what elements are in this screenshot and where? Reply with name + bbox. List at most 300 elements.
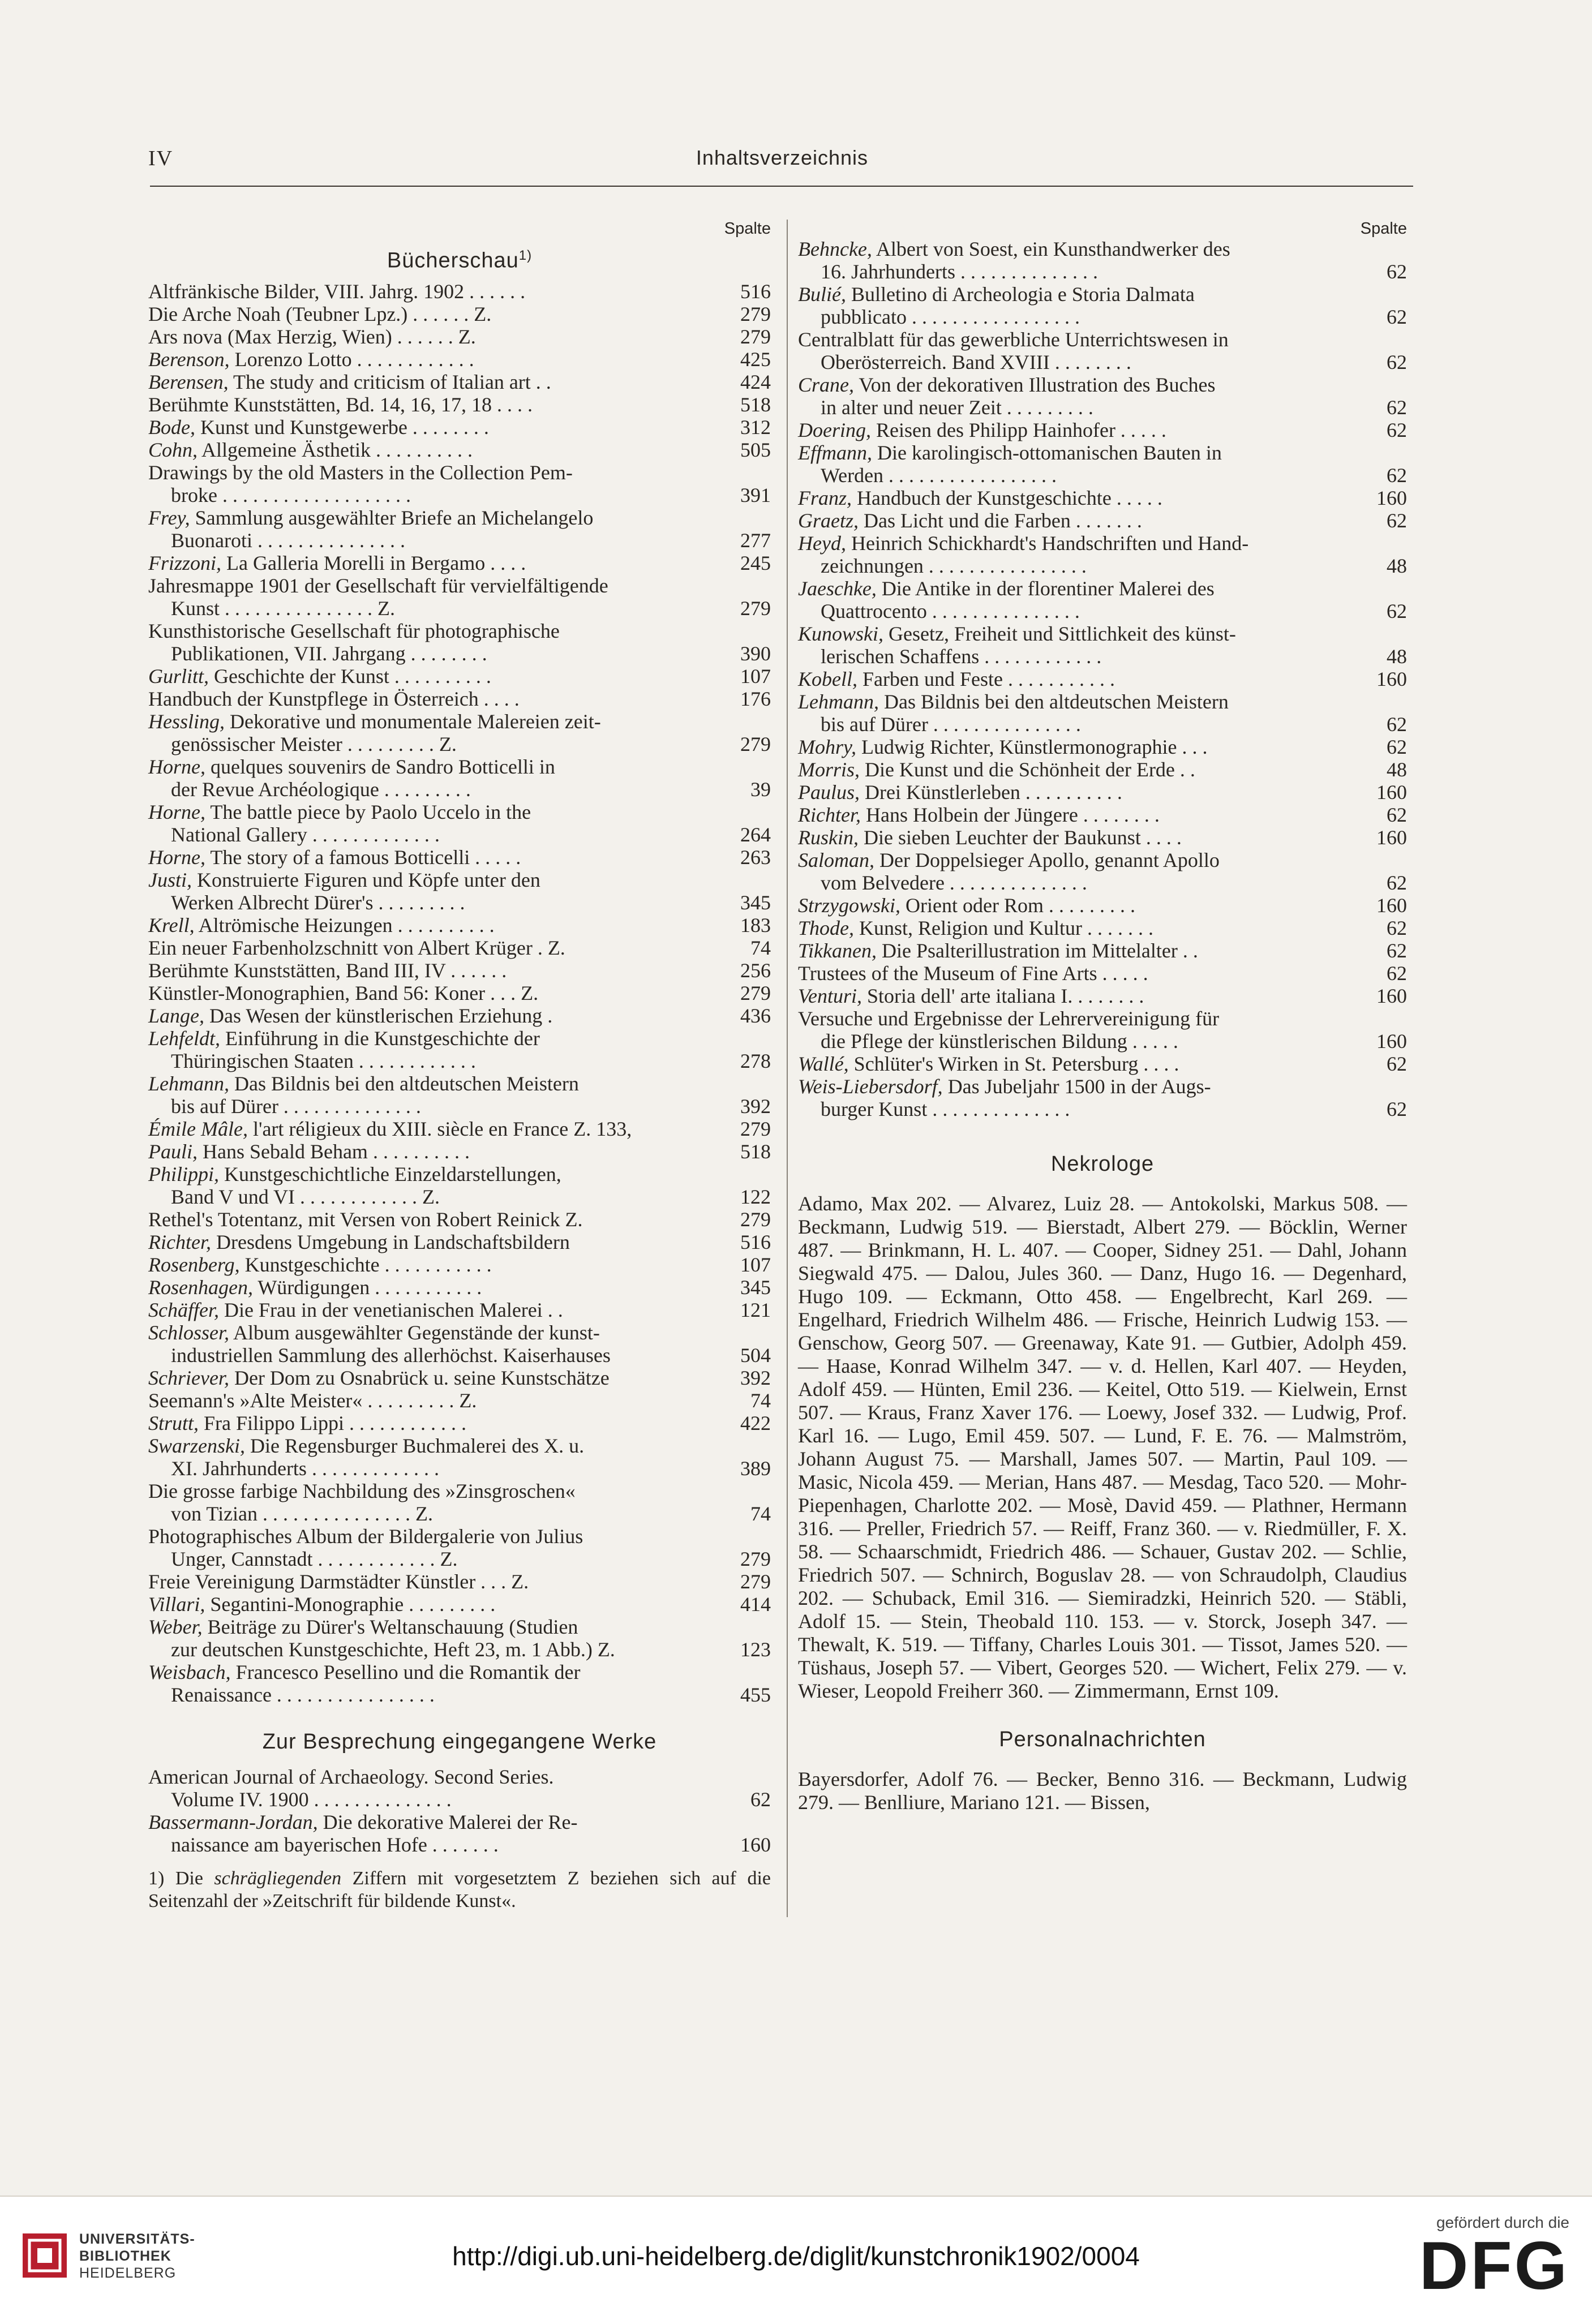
entry-line: Altfränkische Bilder, VIII. Jahrg. 1902 . . . . . . xyxy=(148,280,526,303)
entry-line: Das Wesen der künstlerischen Erziehung . xyxy=(204,1004,553,1027)
entry-column-number: 279 xyxy=(740,1117,771,1140)
entry-column-number: 183 xyxy=(740,913,771,937)
toc-entry xyxy=(148,937,771,959)
toc-entry xyxy=(148,1208,771,1231)
entry-line: Hans Holbein der Jüngere . . . . . . . . xyxy=(860,804,1160,826)
entry-line: Seemann's »Alte Meister« . . . . . . . . . Z. xyxy=(148,1389,477,1412)
entry-author: Graetz, xyxy=(798,509,859,532)
header-rule xyxy=(150,186,1413,187)
entry-column-number: 62 xyxy=(750,1788,771,1811)
entry-author: Bassermann-Jordan, xyxy=(148,1810,318,1833)
spalte-label: Spalte xyxy=(1360,220,1407,238)
entry-title xyxy=(148,552,726,574)
entry-author: Richter, xyxy=(798,804,861,826)
toc-entry xyxy=(798,736,1407,758)
toc-entry xyxy=(798,917,1407,939)
entry-column-number: 245 xyxy=(740,551,771,574)
entry-column-number: 278 xyxy=(740,1049,771,1072)
entry-line: Das Jubeljahr 1500 in der Augs- xyxy=(942,1075,1211,1098)
toc-entry xyxy=(798,826,1407,849)
entry-author: Frizzoni, xyxy=(148,551,222,574)
entry-column-number: 122 xyxy=(740,1185,771,1208)
entry-line: La Galleria Morelli in Bergamo . . . . xyxy=(221,551,526,574)
section-heading-besprechung: Zur Besprechung eingegangene Werke xyxy=(262,1729,657,1754)
page-title: Inhaltsverzeichnis xyxy=(696,146,869,169)
entry-author: Schlosser, xyxy=(148,1321,229,1344)
entry-line: Die Arche Noah (Teubner Lpz.) . . . . . . Z. xyxy=(148,302,492,325)
entry-line: Der Doppelsieger Apollo, genannt Apollo xyxy=(874,849,1220,871)
toc-entry xyxy=(798,939,1407,962)
entry-line: Fra Filippo Lippi . . . . . . . . . . . . xyxy=(199,1411,467,1434)
running-header xyxy=(148,146,1416,180)
entry-title xyxy=(798,849,1362,894)
entry-line: Oberösterreich. Band XVIII . . . . . . . . xyxy=(821,351,1131,373)
entry-line: Photographisches Album der Bildergalerie von Julius xyxy=(148,1524,583,1548)
entry-column-number: 62 xyxy=(1387,871,1407,894)
entry-column-number: 455 xyxy=(740,1683,771,1706)
entry-title xyxy=(148,1027,726,1072)
entry-line: Berühmte Kunststätten, Band III, IV . . . . . . xyxy=(148,959,507,982)
entry-title xyxy=(798,826,1362,849)
entry-title xyxy=(148,416,726,439)
entry-line: Würdigungen . . . . . . . . . . . xyxy=(252,1275,482,1299)
entry-line: Die karolingisch-ottomanischen Bauten in xyxy=(872,441,1222,464)
page-number: IV xyxy=(148,147,174,170)
nekrologe-text: Adamo, Max 202. — Alvarez, Luiz 28. — Antokolski, Markus 508. — Beckmann, Ludwig 519. — Bierstadt, Albert 279. — Böcklin, Werner 487. — Brinkmann, H. L. 407. — Cooper, Sidney 251. — Dahl, Johann Siegwald 475. — Dalou, Jules 360. — Danz, Hugo 16. — Degenhard, Hugo 109. — Eckmann, Otto 458. — Engelbrecht, Karl 269. — Engelhard, Friedrich Wilhelm 486. — Frische, Heinrich Ludwig 153. — Genschow, Georg 507. — Greenaway, Kate 91. — Gutbier, Adolph 459. — Haase, Konrad Wilhelm 347. — v. d. Hellen, Karl 407. — Heyden, Adolf 459. — Hünten, Emil 236. — Keitel, Otto 519. — Kielwein, Ernst 507. — Kraus, Franz Xaver 176. — Loewy, Josef 332. — Ludwig, Prof. Karl 16. — Lugo, Emil 459. 507. — Lund, F. E. 76. — Malmström, Johann August 75. — Marshall, James 507. — Martin, Paul 109. — Masic, Nicola 459. — Merian, Hans 487. — Mesdag, Taco 520. — Mohr-Piepenhagen, Charlotte 202. — Mosè, David 459. — Plathner, Hermann 316. — Preller, Friedrich 57. — Reiff, Franz 360. — v. Riedmüller, F. X. 58. — Schaarschmidt, Friedrich 486. — Schauer, Gustav 202. — Schlie, Friedrich 507. — Schnirch, Boguslav 28. — von Schraudolph, Claudius 202. — Schuback, Emil 316. — Siemiradzki, Heinrich 520. — Stäbli, Adolf 15. — Stein, Theobald 110. 153. — v. Storck, Joseph 347. — Thewalt, K. 519. — Tiffany, Charles Louis 301. — Tissot, James 520. — Tüshaus, Joseph 57. — Vibert, Georges 520. — Wichert, Felix 279. — v. Wieser, Leopold Freiherr 360. — Zimmermann, Ernst 109. xyxy=(798,1192,1407,1702)
entry-author: Wallé, xyxy=(798,1053,849,1075)
section-heading-nekrologe: Nekrologe xyxy=(1050,1152,1155,1176)
entry-line: Schlüter's Wirken in St. Petersburg . . . . xyxy=(848,1053,1179,1075)
toc-entry xyxy=(148,688,771,710)
entry-line: Hans Sebald Beham . . . . . . . . . . xyxy=(198,1140,470,1163)
entry-line: Centralblatt für das gewerbliche Unterrichtswesen in xyxy=(798,328,1229,351)
entry-column-number: 123 xyxy=(740,1638,771,1661)
left-column xyxy=(148,220,771,1913)
entry-line: Drei Künstlerleben . . . . . . . . . . xyxy=(860,781,1122,804)
entry-line: Rethel's Totentanz, mit Versen von Robert Reinick Z. xyxy=(148,1208,583,1231)
footnote-text-a: 1) Die xyxy=(148,1867,214,1889)
toc-entry xyxy=(148,1661,771,1706)
entry-author: Horne, xyxy=(148,845,205,869)
permalink-url[interactable]: http://digi.ub.uni-heidelberg.de/diglit/kunstchronik1902/0004 xyxy=(452,2241,1140,2271)
entry-column-number: 62 xyxy=(1387,736,1407,758)
toc-entry xyxy=(148,1570,771,1593)
toc-entry xyxy=(798,985,1407,1007)
entry-line: l'art réligieux du XIII. siècle en France Z. 133, xyxy=(247,1117,632,1140)
entry-column-number: 279 xyxy=(740,732,771,755)
entry-line: vom Belvedere . . . . . . . . . . . . . . xyxy=(821,871,1087,894)
toc-entry xyxy=(148,1412,771,1434)
entry-title xyxy=(798,690,1362,736)
entry-title xyxy=(148,439,726,461)
entry-column-number: 107 xyxy=(740,1253,771,1276)
entry-line: The study and criticism of Italian art . . xyxy=(228,370,551,393)
entry-line: American Journal of Archaeology. Second Series. xyxy=(148,1765,554,1788)
toc-entry xyxy=(148,1480,771,1525)
entry-line: Ludwig Richter, Künstlermonographie . . . xyxy=(856,736,1208,758)
entry-line: Kunsthistorische Gesellschaft für photographische xyxy=(148,619,560,642)
entry-column-number: 62 xyxy=(1387,962,1407,985)
entry-column-number: 422 xyxy=(740,1411,771,1434)
entry-line: zur deutschen Kunstgeschichte, Heft 23, m. 1 Abb.) Z. xyxy=(171,1638,615,1661)
toc-entry xyxy=(798,283,1407,328)
toc-entry xyxy=(148,1616,771,1661)
entry-line: genössischer Meister . . . . . . . . . Z. xyxy=(171,732,457,755)
entry-column-number: 62 xyxy=(1387,396,1407,419)
entry-column-number: 62 xyxy=(1387,713,1407,736)
entry-author: Bulié, xyxy=(798,283,846,306)
entry-line: Kunst . . . . . . . . . . . . . . . Z. xyxy=(171,596,395,620)
entry-title xyxy=(148,1163,726,1208)
toc-entry xyxy=(148,280,771,303)
entry-title xyxy=(148,1412,726,1434)
entry-title xyxy=(148,937,726,959)
entry-author: Effmann, xyxy=(798,441,872,464)
entry-column-number: 312 xyxy=(740,415,771,439)
entry-author: Heyd, xyxy=(798,532,846,555)
entry-title xyxy=(148,1253,726,1276)
toc-entry xyxy=(148,959,771,982)
entry-title xyxy=(148,1276,726,1299)
entry-column-number: 74 xyxy=(750,1389,771,1412)
entry-title xyxy=(798,622,1362,668)
entry-line: Werden . . . . . . . . . . . . . . . . . xyxy=(821,464,1057,487)
entry-column-number: 279 xyxy=(740,302,771,325)
footnote-text-b: Ziffern mit vorgesetztem Z beziehen sich auf die Seitenzahl der »Zeitschrift für bildende Kunst«. xyxy=(148,1867,771,1911)
toc-entry xyxy=(798,849,1407,894)
entry-author: Schriever, xyxy=(148,1366,229,1389)
entry-line: Von der dekorativen Illustration des Buches xyxy=(854,373,1216,396)
entry-column-number: 48 xyxy=(1387,758,1407,781)
entry-title xyxy=(148,1765,726,1811)
entry-line: in alter und neuer Zeit . . . . . . . . . xyxy=(821,396,1093,419)
entry-line: quelques souvenirs de Sandro Botticelli in xyxy=(205,755,555,778)
toc-entry xyxy=(148,755,771,801)
entry-title xyxy=(798,985,1362,1007)
entry-title xyxy=(798,532,1362,577)
entry-title xyxy=(148,280,726,303)
toc-entry xyxy=(148,1367,771,1389)
entry-author: Rosenhagen, xyxy=(148,1275,253,1299)
toc-entry xyxy=(148,461,771,506)
entry-title xyxy=(798,668,1362,690)
entry-column-number: 516 xyxy=(740,280,771,303)
toc-entry xyxy=(798,894,1407,917)
entry-column-number: 256 xyxy=(740,959,771,982)
entry-line: Altrömische Heizungen . . . . . . . . . . xyxy=(194,913,495,937)
entry-title xyxy=(148,1616,726,1661)
entry-author: Morris, xyxy=(798,758,860,781)
entry-title xyxy=(148,869,726,914)
entry-author: Strutt, xyxy=(148,1411,199,1434)
entry-title xyxy=(798,962,1362,985)
entry-line: Die dekorative Malerei der Re- xyxy=(317,1810,578,1833)
toc-entry xyxy=(148,869,771,914)
toc-entry xyxy=(148,1253,771,1276)
entry-title xyxy=(798,1075,1362,1120)
entry-line: Jahresmappe 1901 der Gesellschaft für vervielfältigende xyxy=(148,574,608,597)
toc-entry xyxy=(148,1525,771,1570)
entry-column-number: 62 xyxy=(1387,917,1407,939)
toc-entry xyxy=(798,1007,1407,1053)
entry-line: The battle piece by Paolo Uccelo in the xyxy=(205,800,531,823)
entry-line: Die sieben Leuchter der Baukunst . . . . xyxy=(858,826,1182,849)
entry-title xyxy=(798,758,1362,781)
entry-column-number: 505 xyxy=(740,438,771,461)
entry-column-number: 160 xyxy=(1376,781,1407,804)
entry-column-number: 263 xyxy=(740,845,771,869)
entry-column-number: 392 xyxy=(740,1366,771,1389)
toc-entry xyxy=(148,1027,771,1072)
toc-entry xyxy=(148,710,771,755)
entry-column-number: 62 xyxy=(1387,306,1407,328)
entry-line: Werken Albrecht Dürer's . . . . . . . . . xyxy=(171,891,465,914)
entry-column-number: 518 xyxy=(740,393,771,416)
entry-column-number: 160 xyxy=(1376,985,1407,1007)
entry-author: Philippi, xyxy=(148,1162,219,1185)
entry-column-number: 62 xyxy=(1387,804,1407,826)
entry-line: lerischen Schaffens . . . . . . . . . . . . xyxy=(821,645,1102,668)
entry-author: Paulus, xyxy=(798,781,860,804)
entry-line: Einführung in die Kunstgeschichte der xyxy=(220,1026,540,1050)
entry-column-number: 62 xyxy=(1387,509,1407,532)
entry-title xyxy=(148,1661,726,1706)
entry-line: Beiträge zu Dürer's Weltanschauung (Studien xyxy=(202,1615,578,1638)
entry-author: Émile Mâle, xyxy=(148,1117,248,1140)
footnote xyxy=(148,1867,771,1913)
entry-author: Pauli, xyxy=(148,1140,198,1163)
toc-entry xyxy=(148,552,771,574)
section-heading-personalnachrichten: Personalnachrichten xyxy=(999,1728,1206,1751)
entry-line: Renaissance . . . . . . . . . . . . . . . . xyxy=(171,1683,435,1706)
entry-column-number: 279 xyxy=(740,1570,771,1593)
toc-entry xyxy=(798,668,1407,690)
entry-column-number: 62 xyxy=(1387,419,1407,441)
entry-title xyxy=(148,1570,726,1593)
entry-line: Handbuch der Kunstpflege in Österreich . . . . xyxy=(148,687,520,710)
spalte-label: Spalte xyxy=(724,220,771,238)
entry-author: Rosenberg, xyxy=(148,1253,240,1276)
entry-column-number: 107 xyxy=(740,664,771,688)
entry-line: Die Regensburger Buchmalerei des X. u. xyxy=(245,1434,585,1457)
entry-line: Die Antike in der florentiner Malerei des xyxy=(876,577,1215,600)
entry-column-number: 504 xyxy=(740,1343,771,1367)
toc-entry xyxy=(798,441,1407,487)
toc-entry xyxy=(148,1389,771,1412)
entry-author: Richter, xyxy=(148,1230,211,1253)
entry-author: Doering, xyxy=(798,419,871,441)
personal-text: Bayersdorfer, Adolf 76. — Becker, Benno 316. — Beckmann, Ludwig 279. — Benlliure, Mariano 121. — Bissen, xyxy=(798,1768,1407,1814)
entry-title xyxy=(148,574,726,620)
entry-title xyxy=(148,959,726,982)
entry-line: Sammlung ausgewählter Briefe an Michelangelo xyxy=(190,506,594,529)
entry-column-number: 516 xyxy=(740,1230,771,1253)
entry-author: Lehmann, xyxy=(798,690,879,713)
entry-author: Weisbach, xyxy=(148,1660,231,1683)
entry-title xyxy=(148,1389,726,1412)
entry-column-number: 160 xyxy=(740,1833,771,1856)
toc-entry xyxy=(798,758,1407,781)
entry-author: Justi, xyxy=(148,868,192,891)
entry-line: Die Kunst und die Schönheit der Erde . . xyxy=(860,758,1195,781)
entry-author: Jaeschke, xyxy=(798,577,877,600)
entry-title xyxy=(148,1140,726,1163)
entry-author: Schäffer, xyxy=(148,1298,219,1321)
entry-line: Quattrocento . . . . . . . . . . . . . . . xyxy=(821,600,1080,622)
entry-line: industriellen Sammlung des allerhöchst. Kaiserhauses xyxy=(171,1343,611,1367)
toc-entry xyxy=(148,801,771,846)
entry-author: Venturi, xyxy=(798,985,862,1007)
entry-line: Berühmte Kunststätten, Bd. 14, 16, 17, 18 . . . . xyxy=(148,393,533,416)
entry-title xyxy=(798,781,1362,804)
entry-title xyxy=(148,710,726,755)
logo-line: HEIDELBERG xyxy=(79,2265,177,2281)
entry-column-number: 160 xyxy=(1376,1030,1407,1053)
entry-author: Mohry, xyxy=(798,736,856,758)
dfg-wordmark: DFG xyxy=(1419,2228,1569,2304)
entry-column-number: 176 xyxy=(740,687,771,710)
toc-entry xyxy=(148,620,771,665)
entry-title xyxy=(148,1231,726,1253)
toc-list xyxy=(148,280,771,1706)
entry-author: Lehmann, xyxy=(148,1072,229,1095)
entry-line: Der Dom zu Osnabrück u. seine Kunstschätze xyxy=(229,1366,610,1389)
toc-entry xyxy=(148,416,771,439)
entry-line: Gesetz, Freiheit und Sittlichkeit des künst- xyxy=(883,622,1236,645)
entry-title xyxy=(798,509,1362,532)
toc-entry xyxy=(798,238,1407,283)
entry-line: Kunstgeschichtliche Einzeldarstellungen, xyxy=(219,1162,561,1185)
entry-line: Freie Vereinigung Darmstädter Künstler . . . Z. xyxy=(148,1570,529,1593)
entry-author: Villari, xyxy=(148,1592,205,1616)
entry-line: Versuche und Ergebnisse der Lehrervereinigung für xyxy=(798,1007,1220,1030)
entry-title xyxy=(148,1367,726,1389)
entry-title xyxy=(148,1811,726,1856)
entry-line: naissance am bayerischen Hofe . . . . . . . xyxy=(171,1833,499,1856)
entry-title xyxy=(148,506,726,552)
entry-line: Dekorative und monumentale Malereien zeit- xyxy=(225,710,601,733)
entry-column-number: 62 xyxy=(1387,1098,1407,1120)
entry-column-number: 160 xyxy=(1376,826,1407,849)
entry-line: bis auf Dürer . . . . . . . . . . . . . . xyxy=(171,1094,421,1118)
footnote-mark: 1) xyxy=(518,248,533,263)
toc-entry xyxy=(148,1593,771,1616)
entry-author: Behncke, xyxy=(798,238,872,260)
toc-entry xyxy=(148,1765,771,1811)
section-heading-buecherschau xyxy=(148,248,771,273)
entry-title xyxy=(798,1053,1362,1075)
entry-author: Bode, xyxy=(148,415,195,439)
entry-column-number: 160 xyxy=(1376,487,1407,509)
entry-column-number: 62 xyxy=(1387,464,1407,487)
entry-line: Volume IV. 1900 . . . . . . . . . . . . . . xyxy=(171,1788,452,1811)
toc-entry xyxy=(148,1072,771,1118)
toc-entry xyxy=(148,1140,771,1163)
entry-column-number: 279 xyxy=(740,1208,771,1231)
entry-title xyxy=(148,620,726,665)
entry-column-number: 518 xyxy=(740,1140,771,1163)
entry-title xyxy=(798,328,1362,373)
entry-column-number: 389 xyxy=(740,1457,771,1480)
entry-title xyxy=(798,441,1362,487)
toc-entry xyxy=(148,574,771,620)
toc-entry xyxy=(798,577,1407,622)
toc-entry xyxy=(148,371,771,393)
entry-line: von Tizian . . . . . . . . . . . . . . . Z. xyxy=(171,1502,434,1525)
entry-title xyxy=(798,939,1362,962)
entry-author: Berenson, xyxy=(148,347,230,371)
entry-line: Bulletino di Archeologia e Storia Dalmata xyxy=(846,283,1195,306)
entry-column-number: 160 xyxy=(1376,668,1407,690)
entry-author: Saloman, xyxy=(798,849,874,871)
viewer-footer xyxy=(0,2196,1592,2324)
entry-title xyxy=(148,1480,726,1525)
entry-title xyxy=(798,419,1362,441)
entry-line: Album ausgewählter Gegenstände der kunst- xyxy=(229,1321,600,1344)
entry-line: Die Frau in der venetianischen Malerei . . xyxy=(218,1298,563,1321)
entry-title xyxy=(798,736,1362,758)
toc-entry xyxy=(148,1321,771,1367)
toc-entry xyxy=(798,690,1407,736)
entry-line: Künstler-Monographien, Band 56: Koner . . . Z. xyxy=(148,981,539,1004)
entry-line: Orient oder Rom . . . . . . . . . xyxy=(900,894,1135,917)
entry-line: The story of a famous Botticelli . . . . . xyxy=(205,845,521,869)
toc-list-right xyxy=(798,238,1407,1120)
entry-line: 16. Jahrhunderts . . . . . . . . . . . . . . xyxy=(821,260,1098,283)
entry-column-number: 39 xyxy=(750,777,771,801)
entry-line: Thüringischen Staaten . . . . . . . . . . . . xyxy=(171,1049,476,1072)
toc-entry xyxy=(148,1299,771,1321)
entry-author: Hessling, xyxy=(148,710,225,733)
entry-line: Kunst, Religion und Kultur . . . . . . . xyxy=(854,917,1153,939)
toc-entry xyxy=(798,328,1407,373)
entry-author: Tikkanen, xyxy=(798,939,877,962)
toc-entry xyxy=(798,781,1407,804)
entry-line: burger Kunst . . . . . . . . . . . . . . xyxy=(821,1098,1070,1120)
entry-title xyxy=(148,1525,726,1570)
dfg-logo[interactable] xyxy=(1400,2214,1569,2310)
toc-entry xyxy=(148,1004,771,1027)
entry-title xyxy=(798,917,1362,939)
entry-title xyxy=(148,801,726,846)
entry-line: National Gallery . . . . . . . . . . . . . xyxy=(171,823,440,846)
toc-entry xyxy=(148,393,771,416)
entry-line: Albert von Soest, ein Kunsthandwerker des xyxy=(872,238,1230,260)
entry-title xyxy=(798,1007,1362,1053)
toc-entry xyxy=(148,1231,771,1253)
entry-title xyxy=(148,303,726,325)
entry-line: broke . . . . . . . . . . . . . . . . . . . xyxy=(171,483,411,506)
toc-entry xyxy=(148,325,771,348)
entry-line: Kunst und Kunstgewerbe . . . . . . . . xyxy=(195,415,489,439)
entry-column-number: 425 xyxy=(740,347,771,371)
toc-entry xyxy=(798,373,1407,419)
logo-line: UNIVERSITÄTS- xyxy=(79,2231,195,2247)
entry-column-number: 345 xyxy=(740,1275,771,1299)
entry-line: XI. Jahrhunderts . . . . . . . . . . . . . xyxy=(171,1457,439,1480)
entry-title xyxy=(148,1208,726,1231)
entry-author: Strzygowski, xyxy=(798,894,901,917)
entry-line: Drawings by the old Masters in the Collection Pem- xyxy=(148,461,573,484)
entry-line: zeichnungen . . . . . . . . . . . . . . . . xyxy=(821,555,1087,577)
entry-line: pubblicato . . . . . . . . . . . . . . . . . xyxy=(821,306,1080,328)
entry-author: Ruskin, xyxy=(798,826,859,849)
toc-entry xyxy=(148,1276,771,1299)
entry-title xyxy=(148,393,726,416)
right-column xyxy=(798,220,1407,1814)
toc-entry xyxy=(148,1163,771,1208)
entry-line: Farben und Feste . . . . . . . . . . . xyxy=(857,668,1115,690)
